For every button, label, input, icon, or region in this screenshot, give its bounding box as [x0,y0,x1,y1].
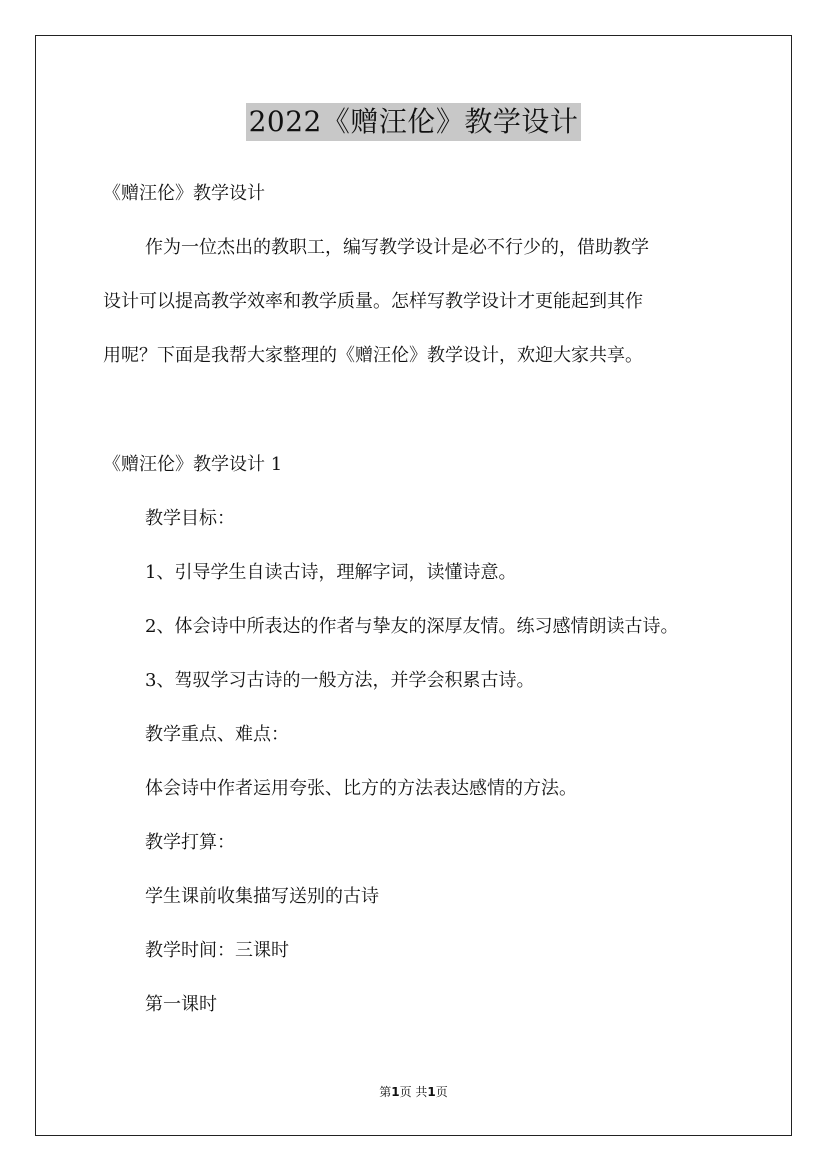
preparation-text: 学生课前收集描写送别的古诗 [145,886,379,907]
section-title: 《赠汪伦》教学设计 1 [103,454,283,475]
key-points-heading: 教学重点、难点： [145,724,289,745]
intro-line-2: 设计可以提高教学效率和教学质量。怎样写教学设计才更能起到其作 [103,291,643,312]
page-prefix: 第 [379,1085,392,1099]
key-points-text: 体会诗中作者运用夸张、比方的方法表达感情的方法。 [145,778,577,799]
preparation-heading: 教学打算： [145,832,235,853]
objective-item-3: 3、驾驭学习古诗的一般方法，并学会积累古诗。 [145,670,535,691]
page-suffix: 页 [435,1085,448,1099]
page-total: 1 [427,1085,436,1099]
objective-item-1: 1、引导学生自读古诗，理解字词，读懂诗意。 [145,562,517,583]
lesson-label: 第一课时 [145,994,217,1015]
document-subtitle: 《赠汪伦》教学设计 [103,183,265,204]
page-current: 1 [391,1085,400,1099]
objectives-heading: 教学目标： [145,508,235,529]
duration-text: 教学时间：三课时 [145,940,289,961]
page-mid: 页 共 [399,1085,428,1099]
intro-line-3: 用呢？下面是我帮大家整理的《赠汪伦》教学设计，欢迎大家共享。 [103,345,643,366]
intro-line-1: 作为一位杰出的教职工，编写教学设计是必不行少的，借助教学 [145,237,649,258]
page-footer [0,1084,827,1100]
document-title: 2022《赠汪伦》教学设计 [246,103,582,141]
title-container [0,103,827,141]
objective-item-2: 2、体会诗中所表达的作者与挚友的深厚友情。练习感情朗读古诗。 [145,616,679,637]
